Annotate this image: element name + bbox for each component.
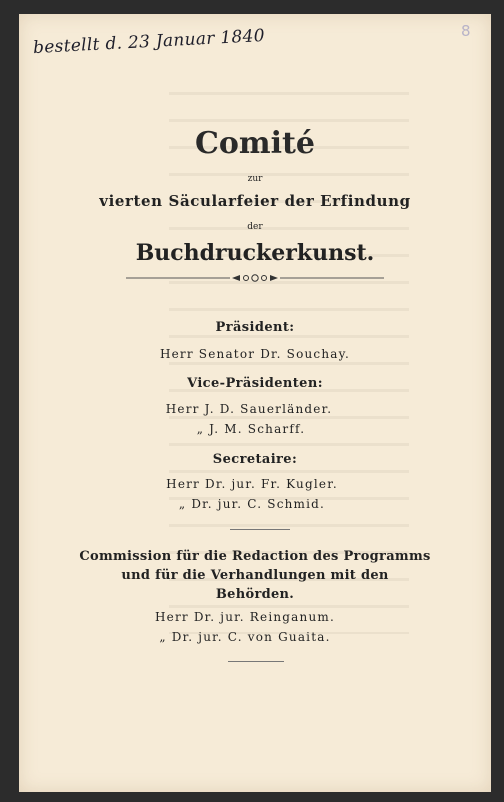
president-heading: Präsident: xyxy=(215,320,295,335)
page-number: 8 xyxy=(461,22,471,40)
president-member: Herr Senator Dr. Souchay. xyxy=(159,347,351,361)
commission-heading xyxy=(19,547,491,604)
secretaries-heading: Secretaire: xyxy=(212,452,298,467)
vice-presidents-heading: Vice-Präsidenten: xyxy=(187,376,323,391)
vice-president-member: Herr J. D. Sauerländer. xyxy=(165,402,333,416)
secretary-member: „ Dr. jur. C. Schmid. xyxy=(178,497,326,511)
handwritten-note: bestellt d. 23 Januar 1840 xyxy=(32,25,266,59)
commission-heading-line: Commission für die Redaction des Programms xyxy=(79,549,431,564)
section-separator xyxy=(230,529,290,530)
subtitle-line-1: vierten Säcularfeier der Erfindung xyxy=(99,192,411,210)
commission-member: Herr Dr. jur. Reinganum. xyxy=(154,610,335,624)
connector-zur: zur xyxy=(247,174,263,184)
commission-member: „ Dr. jur. C. von Guaita. xyxy=(159,630,331,644)
commission-heading-line: Behörden. xyxy=(215,587,295,602)
connector-der: der xyxy=(247,222,263,232)
secretary-member: Herr Dr. jur. Fr. Kugler. xyxy=(166,477,338,491)
vice-president-member: „ J. M. Scharff. xyxy=(196,422,306,436)
end-separator xyxy=(228,661,284,662)
subtitle-line-2: Buchdruckerkunst. xyxy=(135,240,375,266)
document-title: Comité xyxy=(195,126,315,161)
commission-heading-line: und für die Verhandlungen mit den xyxy=(121,568,389,583)
ornamental-divider xyxy=(126,272,384,284)
document-page xyxy=(19,14,491,792)
